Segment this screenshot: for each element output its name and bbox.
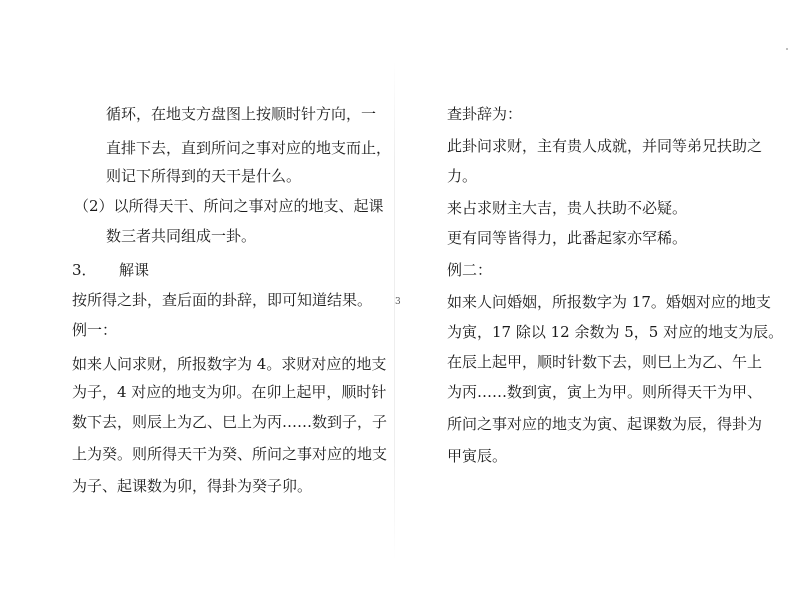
text-line: 按所得之卦，查后面的卦辞，即可知道结果。: [72, 291, 373, 309]
text-line: 为子、起课数为卯，得卦为癸子卯。: [72, 477, 313, 495]
text-line: 力。: [447, 167, 478, 185]
page-number: 3: [395, 297, 401, 307]
text-line: 为寅，17 除以 12 余数为 5，5 对应的地支为辰。: [447, 323, 784, 341]
text-line: 在辰上起甲，顺时针数下去，则巳上为乙、午上: [447, 353, 763, 371]
text-line: （2）以所得天干、所问之事对应的地支、起课: [74, 197, 384, 215]
text-line: 甲寅辰。: [447, 447, 508, 465]
page-divider: [394, 60, 395, 560]
text-line: 如来人问婚姻，所报数字为 17。婚姻对应的地支: [447, 293, 771, 311]
text-line: 所问之事对应的地支为寅、起课数为辰，得卦为: [447, 415, 763, 433]
text-line: 查卦辞为：: [447, 105, 523, 123]
section-heading: 3． 解课: [72, 261, 150, 279]
text-line: 上为癸。则所得天干为癸、所问之事对应的地支: [72, 445, 388, 463]
text-line: 如来人问求财，所报数字为 4。求财对应的地支: [72, 355, 387, 373]
example-heading: 例二：: [447, 261, 493, 279]
text-line: 此卦问求财，主有贵人成就，并同等弟兄扶助之: [447, 137, 763, 155]
text-line: 则记下所得到的天干是什么。: [106, 167, 302, 185]
text-line: 数下去，则辰上为乙、巳上为丙……数到子，子: [72, 413, 388, 431]
text-line: 来占求财主大吉，贵人扶助不必疑。: [447, 199, 688, 217]
text-line: 更有同等皆得力，此番起家亦罕稀。: [447, 229, 688, 247]
right-page: [400, 0, 793, 613]
text-line: 循环，在地支方盘图上按顺时针方向，一: [106, 105, 377, 123]
text-line: 数三者共同组成一卦。: [106, 227, 257, 245]
example-heading: 例一：: [72, 321, 118, 339]
text-line: 为丙……数到寅，寅上为甲。则所得天干为甲、: [447, 383, 763, 401]
scan-speck: [786, 48, 788, 50]
text-line: 直排下去，直到所问之事对应的地支而止，: [106, 139, 392, 157]
text-line: 为子，4 对应的地支为卯。在卯上起甲，顺时针: [72, 383, 387, 401]
